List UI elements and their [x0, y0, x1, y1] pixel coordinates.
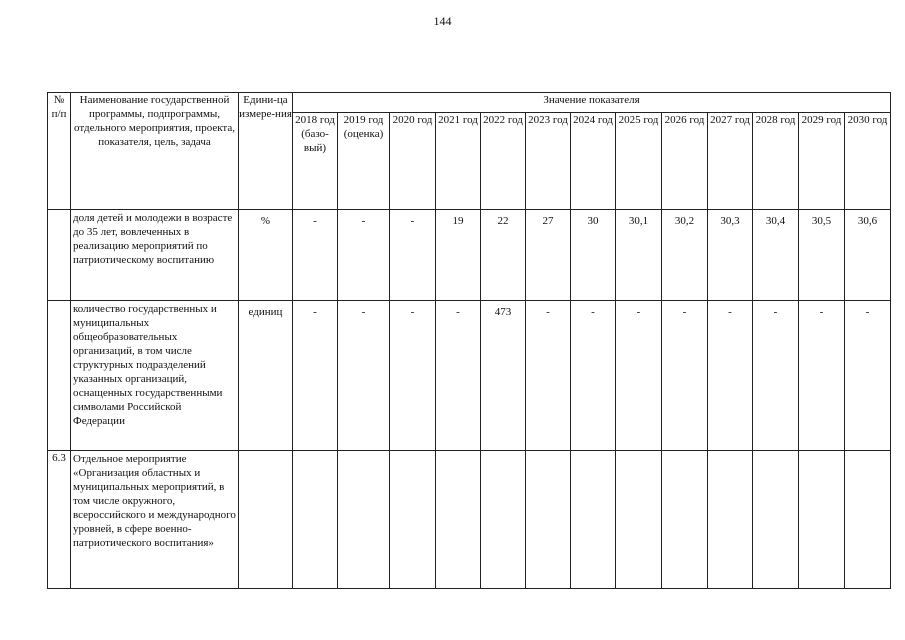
header-year: 2022 год [481, 113, 526, 210]
indicator-table [47, 92, 891, 589]
table-row [48, 451, 891, 589]
header-values-group: Значение показателя [293, 93, 891, 113]
value-cell: 30,2 [662, 210, 708, 301]
header-num: № п/п [48, 93, 71, 210]
value-cell [616, 451, 662, 589]
value-cell: - [616, 301, 662, 451]
value-cell: 30,1 [616, 210, 662, 301]
indicator-name: доля детей и молодежи в возрасте до 35 лет, вовлеченных в реализацию мероприятий по патриотическому воспитанию [71, 210, 239, 301]
value-cell: - [293, 210, 338, 301]
value-cell [571, 451, 616, 589]
row-num: 6.3 [48, 451, 71, 589]
unit-cell [239, 451, 293, 589]
value-cell: - [526, 301, 571, 451]
value-cell: - [390, 210, 436, 301]
header-year: 2027 год [708, 113, 753, 210]
value-cell: 19 [436, 210, 481, 301]
value-cell: - [708, 301, 753, 451]
value-cell: - [338, 301, 390, 451]
value-cell [708, 451, 753, 589]
value-cell [845, 451, 891, 589]
indicator-name: Отдельное мероприятие «Организация областных и муниципальных мероприятий, в том числе окружного, всероссийского и международного уровней, в сфере военно-патриотического воспитания» [71, 451, 239, 589]
indicator-name: количество государственных и муниципальных общеобразовательных организаций, в том числе структурных подразделений указанных организаций, оснащенных государственными символами Российской Федерации [71, 301, 239, 451]
page-number: 144 [433, 14, 452, 28]
header-year: 2030 год [845, 113, 891, 210]
value-cell: - [799, 301, 845, 451]
header-year: 2029 год [799, 113, 845, 210]
table-row [48, 210, 891, 301]
header-year: 2028 год [753, 113, 799, 210]
value-cell: 30,6 [845, 210, 891, 301]
value-cell [338, 451, 390, 589]
value-cell [481, 451, 526, 589]
table-row [48, 301, 891, 451]
header-unit: Едини-ца измере-ния [239, 93, 293, 210]
header-name: Наименование государственной программы, подпрограммы, отдельного мероприятия, проекта, показателя, цель, задача [71, 93, 239, 210]
value-cell [526, 451, 571, 589]
row-num [48, 301, 71, 451]
value-cell: - [662, 301, 708, 451]
unit-cell: % [239, 210, 293, 301]
value-cell: 27 [526, 210, 571, 301]
value-cell: 473 [481, 301, 526, 451]
header-year: 2023 год [526, 113, 571, 210]
value-cell: - [338, 210, 390, 301]
value-cell: - [571, 301, 616, 451]
value-cell [799, 451, 845, 589]
row-num [48, 210, 71, 301]
value-cell: - [436, 301, 481, 451]
value-cell [293, 451, 338, 589]
header-year: 2024 год [571, 113, 616, 210]
value-cell: 30,4 [753, 210, 799, 301]
value-cell: 22 [481, 210, 526, 301]
value-cell [390, 451, 436, 589]
value-cell [662, 451, 708, 589]
header-year: 2020 год [390, 113, 436, 210]
value-cell [436, 451, 481, 589]
header-year: 2018 год (базо-вый) [293, 113, 338, 210]
unit-cell: единиц [239, 301, 293, 451]
value-cell: 30,3 [708, 210, 753, 301]
value-cell: - [753, 301, 799, 451]
header-year: 2026 год [662, 113, 708, 210]
value-cell: 30,5 [799, 210, 845, 301]
value-cell: - [293, 301, 338, 451]
value-cell [753, 451, 799, 589]
value-cell: 30 [571, 210, 616, 301]
value-cell: - [845, 301, 891, 451]
header-year: 2025 год [616, 113, 662, 210]
header-year: 2021 год [436, 113, 481, 210]
value-cell: - [390, 301, 436, 451]
header-year: 2019 год (оценка) [338, 113, 390, 210]
